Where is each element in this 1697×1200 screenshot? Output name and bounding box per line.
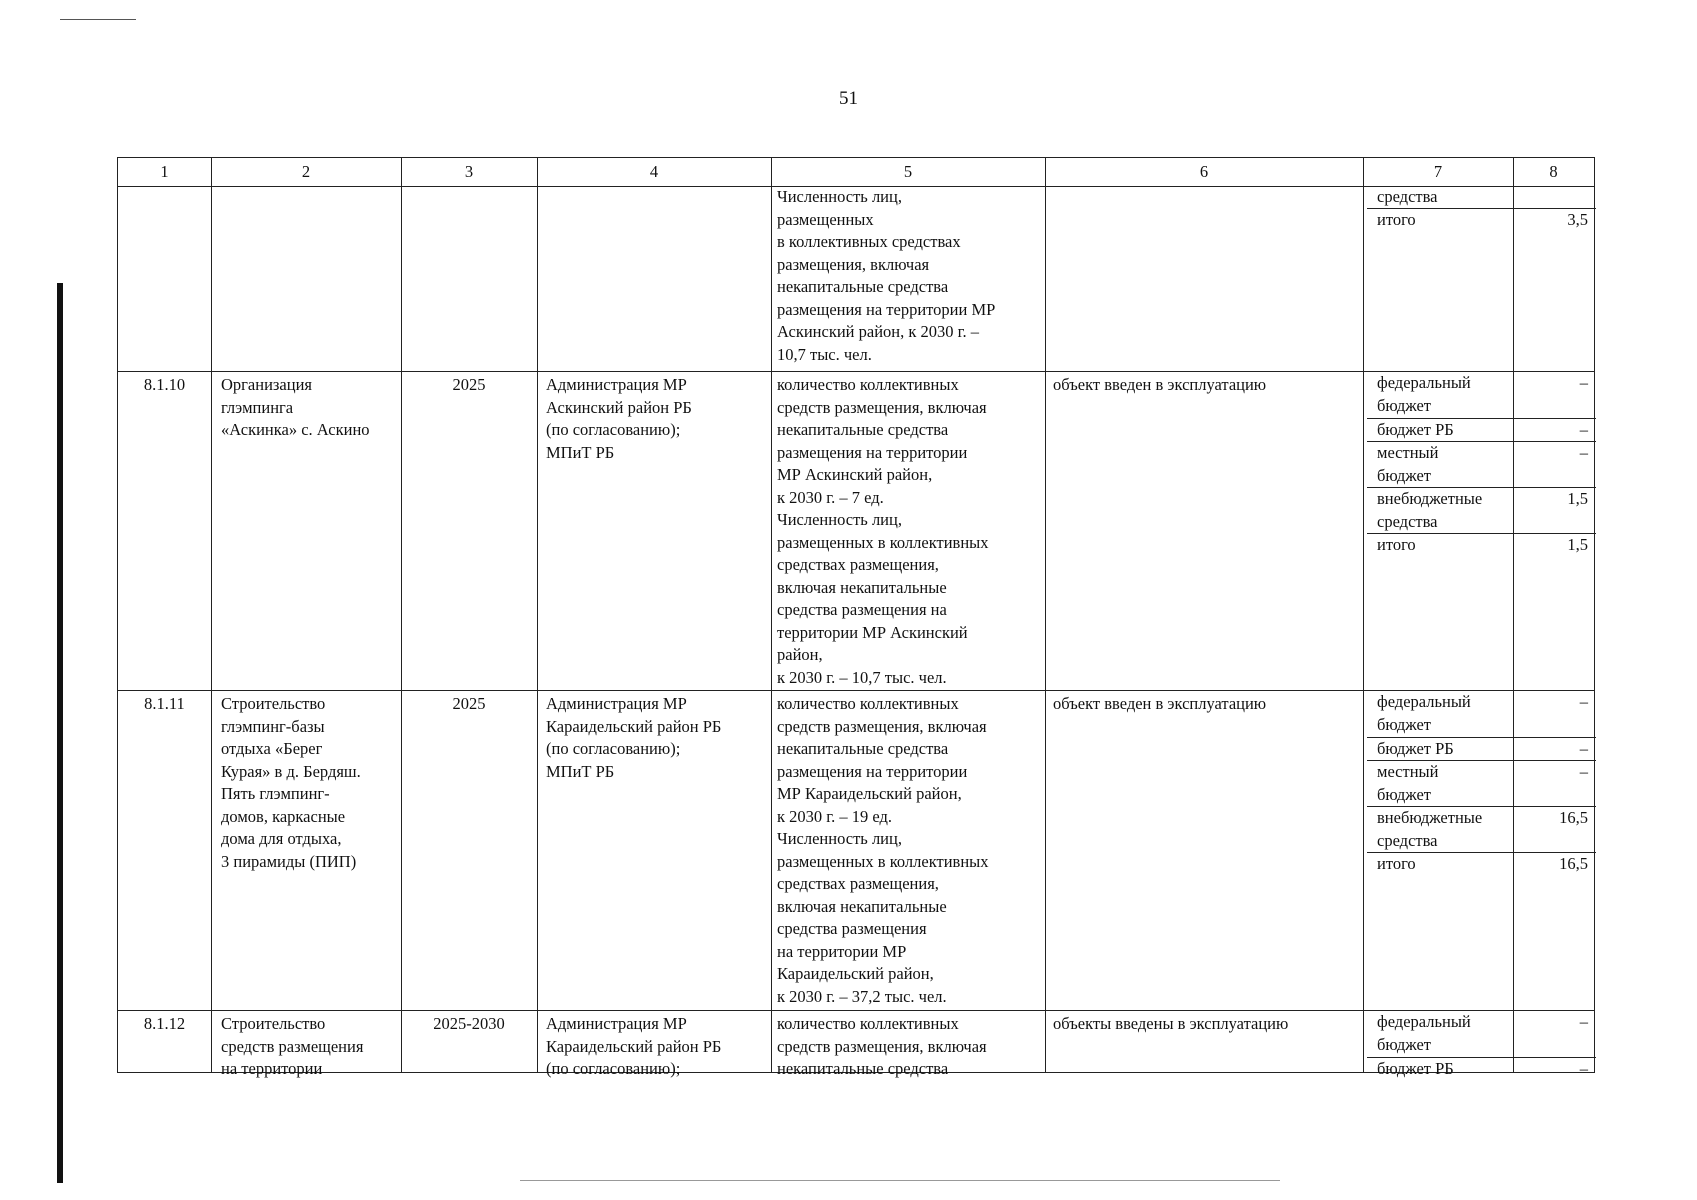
financing-source: местный бюджет — [1377, 762, 1439, 804]
financing-source: бюджет РБ — [1377, 739, 1454, 758]
financing — [1367, 186, 1596, 371]
financing-item — [1367, 852, 1596, 1012]
financing-source: средства — [1377, 187, 1438, 206]
financing — [1367, 691, 1596, 1011]
scan-artifact-top — [60, 19, 136, 20]
financing-value: – — [1579, 443, 1588, 462]
column-header: 6 — [1199, 162, 1209, 181]
financing-item — [1367, 806, 1596, 853]
indicator: количество коллективных средств размещения, включая некапитальные средства размещения на территории МР Аскинский район, к 2030 г. – 7 ед. Численность лиц, размещенных в коллективных средствах размещения, включая некапитальные средства размещения на территории МР Аскинский район, к 2030 г. – 10,7 тыс. чел. — [777, 375, 989, 687]
financing-value: 16,5 — [1559, 808, 1588, 827]
financing-value: – — [1579, 692, 1588, 711]
column-header: 4 — [649, 162, 659, 181]
financing-value: – — [1579, 739, 1588, 758]
table-row — [118, 1010, 1594, 1078]
column-header: 5 — [903, 162, 913, 181]
financing-item — [1367, 372, 1596, 418]
column-header: 8 — [1549, 162, 1558, 181]
financing-source: итого — [1377, 854, 1416, 873]
financing-source: федеральный бюджет — [1377, 1012, 1471, 1054]
financing — [1367, 372, 1596, 691]
financing-source: местный бюджет — [1377, 443, 1439, 485]
financing-value: 16,5 — [1559, 854, 1588, 873]
row-number: 8.1.11 — [144, 694, 185, 713]
financing-source: бюджет РБ — [1377, 420, 1454, 439]
result: объекты введены в эксплуатацию — [1053, 1014, 1289, 1033]
financing-source: итого — [1377, 535, 1416, 554]
row-number: 8.1.12 — [143, 1014, 186, 1033]
financing-item — [1367, 691, 1596, 737]
event-name: Организация глэмпинга «Аскинка» с. Аскино — [221, 375, 370, 439]
program-table — [117, 157, 1595, 1078]
financing-source: бюджет РБ — [1377, 1059, 1454, 1078]
indicator: количество коллективных средств размещения, включая некапитальные средства — [777, 1014, 987, 1078]
page-number: 51 — [839, 88, 858, 109]
financing-item — [1367, 418, 1596, 442]
financing-item — [1367, 186, 1596, 208]
event-years: 2025 — [452, 375, 486, 394]
column-header: 1 — [160, 162, 169, 181]
scan-artifact-left-bar — [57, 283, 63, 1183]
column-header: 3 — [464, 162, 474, 181]
financing-value: 1,5 — [1567, 535, 1588, 554]
financing-value: – — [1579, 762, 1588, 781]
financing-item — [1367, 487, 1596, 534]
financing-source: итого — [1377, 210, 1416, 229]
financing-value: 3,5 — [1567, 210, 1588, 229]
financing-source: федеральный бюджет — [1377, 692, 1471, 734]
financing-item — [1367, 533, 1596, 692]
event-name: Строительство глэмпинг-базы отдыха «Берег Курая» в д. Бердяш. Пять глэмпинг- домов, каркасные дома для отдыха, 3 пирамиды (ПИП) — [221, 694, 361, 871]
row-number: 8.1.10 — [143, 375, 186, 394]
table-row — [118, 371, 1594, 691]
financing-item — [1367, 441, 1596, 488]
financing-source: федеральный бюджет — [1377, 373, 1471, 415]
responsible: Администрация МР Караидельский район РБ (по согласованию); — [546, 1014, 722, 1078]
financing-source: внебюджетные средства — [1377, 489, 1483, 531]
financing-value: – — [1579, 420, 1588, 439]
financing-source: внебюджетные средства — [1377, 808, 1483, 850]
financing-item — [1367, 760, 1596, 807]
table-header — [118, 158, 1594, 187]
table-row-continued — [118, 186, 1594, 371]
scan-artifact-bottom — [520, 1180, 1280, 1181]
financing-item — [1367, 737, 1596, 761]
responsible: Администрация МР Аскинский район РБ (по согласованию); МПиТ РБ — [546, 375, 692, 462]
column-header: 7 — [1433, 162, 1443, 181]
financing-value: – — [1579, 1059, 1588, 1078]
indicator: Численность лиц, размещенных в коллективных средствах размещения, включая некапитальные средства размещения на территории МР Аскинский район, к 2030 г. – 10,7 тыс. чел. — [777, 187, 996, 364]
table-row — [118, 690, 1594, 1011]
financing-item — [1367, 1011, 1596, 1057]
indicator: количество коллективных средств размещения, включая некапитальные средства размещения на территории МР Караидельский район, к 2030 г. – 19 ед. Численность лиц, размещенных в коллективных средствах размещения, включая некапитальные средства размещения на территории МР Караидельский район, к 2030 г. – 37,2 тыс. чел. — [777, 694, 989, 1006]
event-name: Строительство средств размещения на территории — [221, 1014, 364, 1078]
column-header: 2 — [301, 162, 311, 181]
financing-value: – — [1579, 1012, 1588, 1031]
result: объект введен в эксплуатацию — [1053, 375, 1267, 394]
event-years: 2025 — [452, 694, 486, 713]
financing-value: – — [1579, 373, 1588, 392]
financing — [1367, 1011, 1596, 1078]
financing-item — [1367, 208, 1596, 372]
event-years: 2025-2030 — [433, 1014, 505, 1033]
financing-value: 1,5 — [1567, 489, 1588, 508]
result: объект введен в эксплуатацию — [1053, 694, 1267, 713]
financing-item — [1367, 1057, 1596, 1078]
responsible: Администрация МР Караидельский район РБ (по согласованию); МПиТ РБ — [546, 694, 722, 781]
